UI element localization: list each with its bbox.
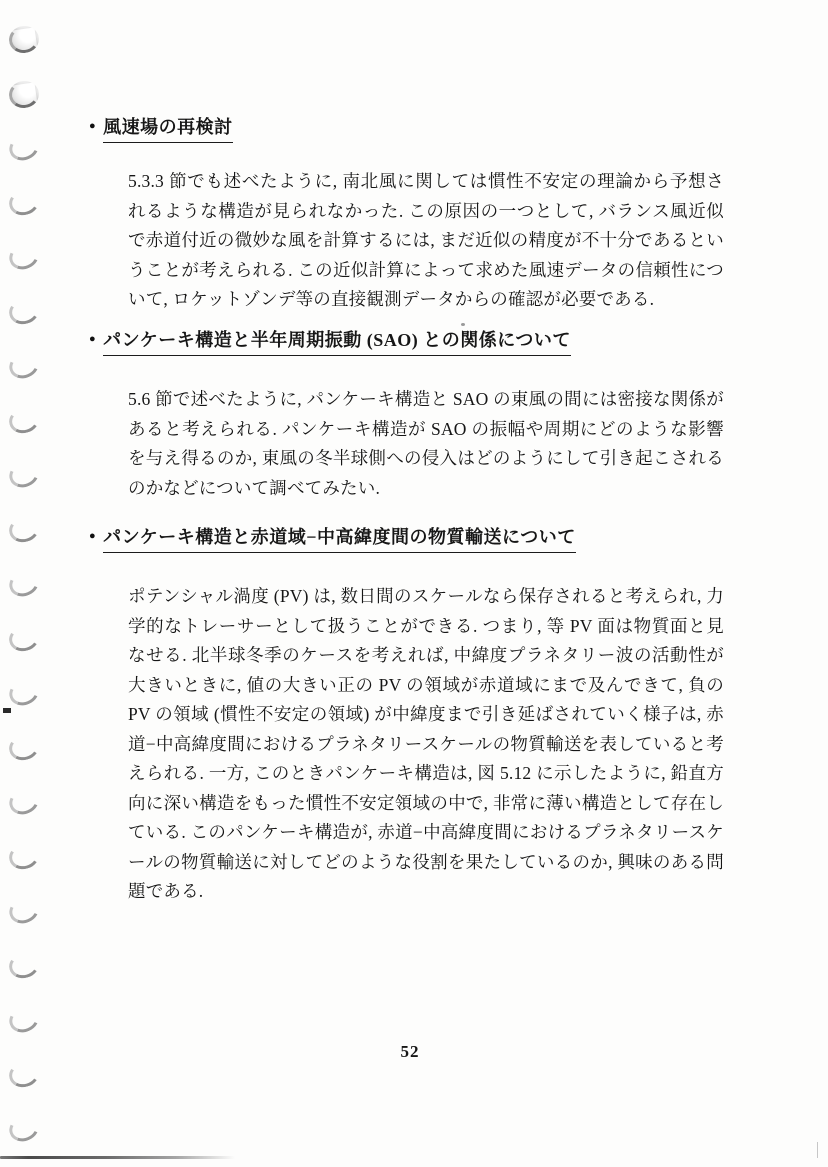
binding-holes (0, 0, 60, 1167)
scan-artifact-tick (817, 1142, 818, 1158)
binding-hole-icon (6, 1058, 41, 1090)
page-number: 52 (400, 1042, 420, 1061)
section-paragraph-pancake-transport: ポテンシャル渦度 (PV) は, 数日間のスケールなら保存されると考えられ, 力学的なトレーサーとして扱うことができる. つまり, 等 PV 面は物質面と見なせる. 北半球冬季のケースを考えれば, 中緯度プラネタリー波の活動性が大きいときに, 値の大きい正の PV の領域が赤道域にまで及んできて, 負の PV の領域 (慣性不安定の領域) が中緯度まで引き延ばされていく様子は, 赤道−中高緯度間におけるプラネタリースケールの物質輸送を表していると考えられる. 一方, このときパンケーキ構造は, 図 5.12 に示したように, 鉛直方向に深い構造をもった慣性不安定領域の中で, 非常に薄い構造として存在している. このパンケーキ構造が, 赤道−中高緯度間におけるプラネタリースケールの物質輸送に対してどのような役割を果たしているのか, 興味のある問題である. (128, 586, 724, 901)
binding-hole-icon (5, 566, 42, 600)
section-heading-pancake-transport (89, 523, 576, 553)
binding-hole-icon (6, 622, 41, 654)
scan-artifact-bottom-line (0, 1156, 235, 1159)
binding-hole-icon (5, 675, 42, 709)
binding-hole-icon (6, 840, 41, 872)
scan-artifact-dot (461, 323, 465, 326)
binding-hole-icon (6, 186, 41, 218)
bullet-icon: ● (89, 530, 97, 542)
binding-hole-icon (5, 239, 42, 273)
section-heading-pancake-sao (89, 326, 571, 356)
binding-hole-icon (5, 893, 42, 927)
binding-hole-icon (6, 295, 41, 327)
binding-hole-icon (6, 404, 41, 436)
binding-hole-icon (7, 79, 40, 110)
binding-hole-icon (5, 348, 42, 382)
binding-hole-icon (5, 1002, 42, 1036)
binding-hole-icon (5, 1111, 42, 1145)
section-paragraph-wind-field: 5.3.3 節でも述べたように, 南北風に関しては慣性不安定の理論から予想されるような構造が見られなかった. この原因の一つとして, バランス風近似で赤道付近の微妙な風を計算するには, まだ近似の精度が不十分であるということが考えられる. この近似計算によって求めた風速データの信頼性について, ロケットゾンデ等の直接観測データからの確認が必要である. (128, 171, 724, 309)
bullet-icon: ● (89, 120, 97, 132)
binding-hole-icon (5, 457, 42, 491)
binding-hole-icon (5, 784, 42, 818)
binding-hole-icon (6, 949, 41, 981)
section-heading-text: 風速場の再検討 (103, 113, 233, 143)
binding-hole-icon (7, 24, 40, 55)
section-heading-text: パンケーキ構造と半年周期振動 (SAO) との関係について (103, 326, 571, 356)
bullet-icon: ● (89, 333, 97, 345)
binding-hole-icon (6, 513, 41, 545)
section-heading-wind-field (89, 113, 233, 143)
section-heading-text: パンケーキ構造と赤道域−中高緯度間の物質輸送について (103, 523, 576, 553)
scan-artifact-dot (3, 708, 11, 713)
binding-hole-icon (5, 130, 42, 164)
section-paragraph-pancake-sao: 5.6 節で述べたように, パンケーキ構造と SAO の東風の間には密接な関係があると考えられる. パンケーキ構造が SAO の振幅や周期にどのような影響を与え得るのか, 東風の冬半球側への侵入はどのようにして引き起こされるのかなどについて調べてみたい. (128, 389, 724, 498)
binding-hole-icon (6, 731, 41, 763)
